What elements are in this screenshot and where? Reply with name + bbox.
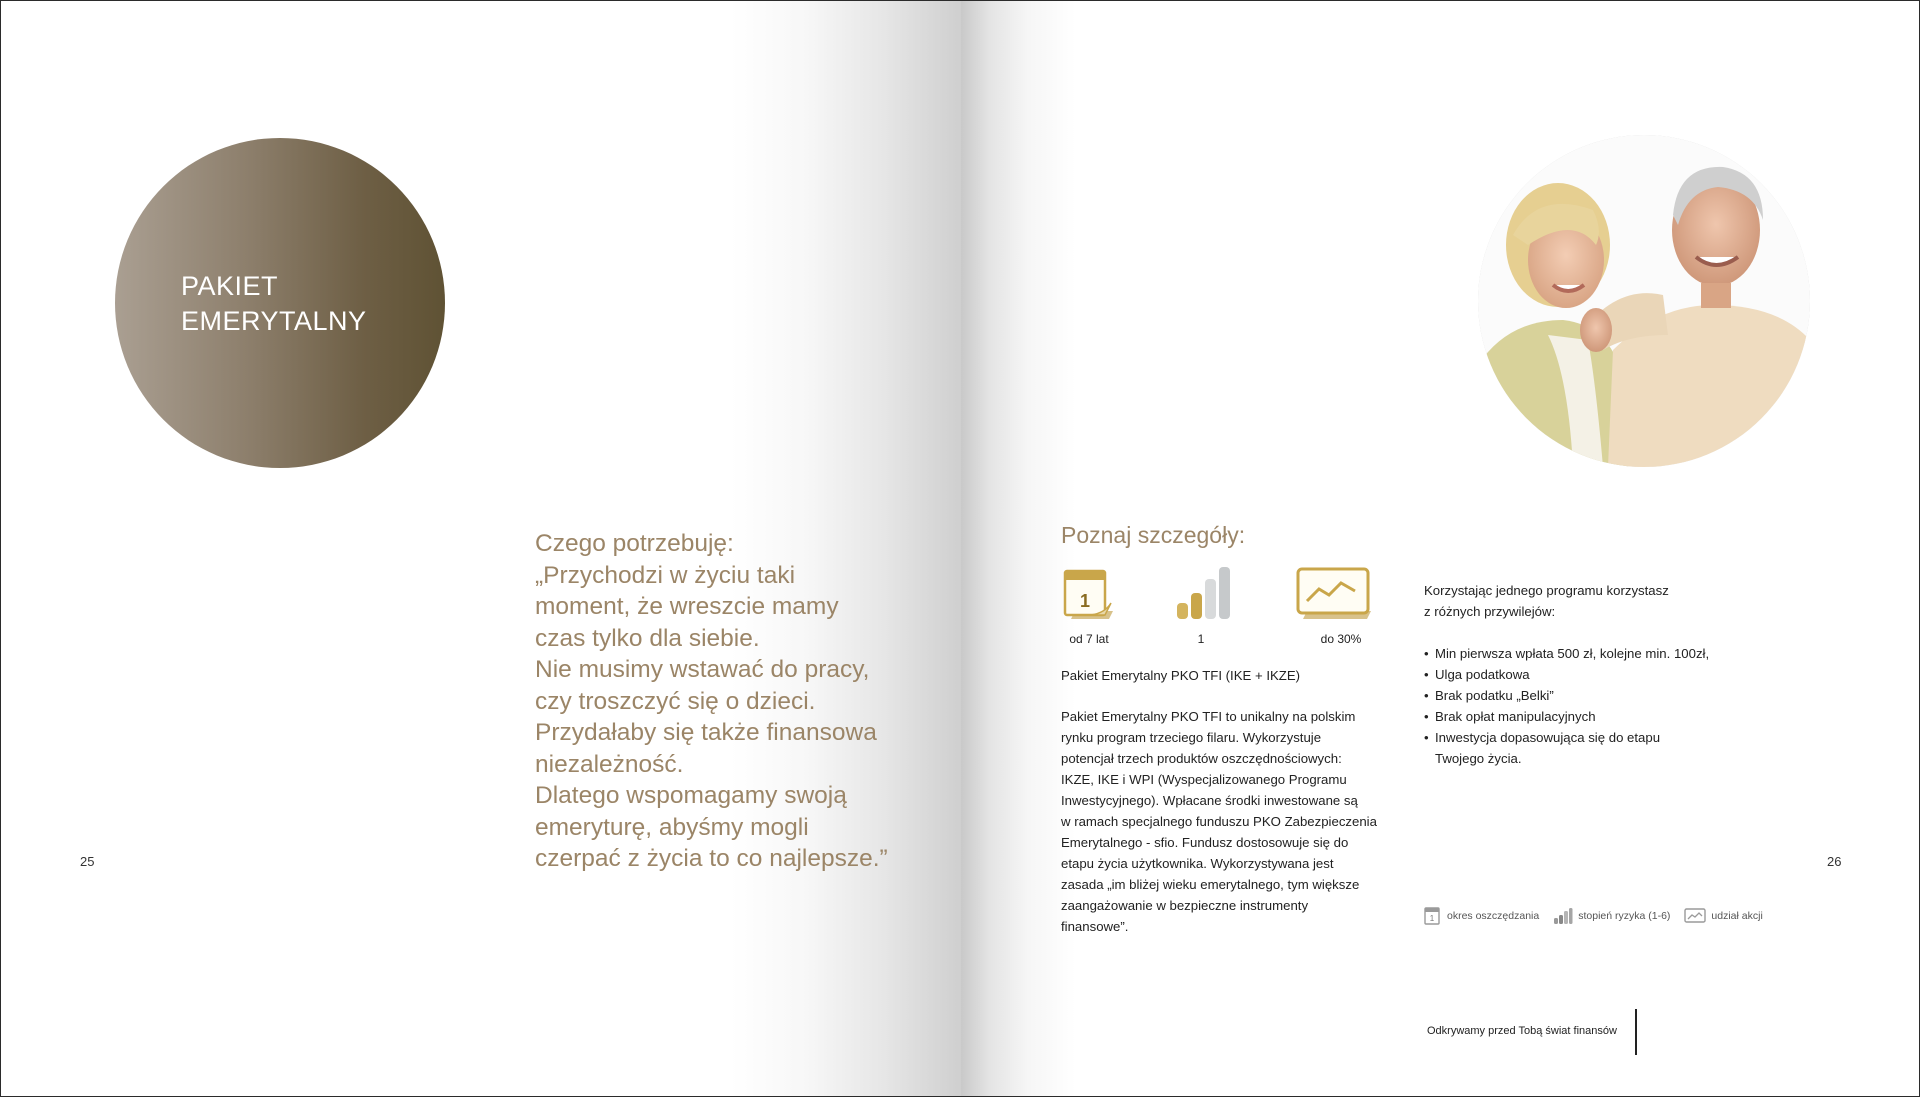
quote-line: emeryturę, abyśmy mogli: [535, 813, 809, 841]
benefit-item: • Ulga podatkowa: [1424, 664, 1709, 685]
legend-label: stopień ryzyka (1-6): [1578, 910, 1671, 922]
footer-divider: [1635, 1009, 1637, 1055]
couple-photo: [1478, 135, 1810, 467]
quote-line: „Przychodzi w życiu taki: [535, 561, 796, 589]
product-title: Pakiet Emerytalny PKO TFI (IKE + IKZE): [1061, 668, 1301, 683]
quote-line: Przydałaby się także finansowa: [535, 719, 877, 746]
description-line: Pakiet Emerytalny PKO TFI to unikalny na polskim: [1061, 709, 1356, 724]
calendar-caption: od 7 lat: [1069, 632, 1109, 646]
circle-title: [181, 269, 367, 339]
quote-line: moment, że wreszcie mamy: [535, 593, 839, 620]
chart-caption: do 30%: [1320, 632, 1362, 646]
risk-bars-icon: [1553, 907, 1573, 925]
quote-line: czas tylko dla siebie.: [535, 624, 760, 652]
description-line: Inwestycyjnego). Wpłacane środki inwestowane są: [1061, 793, 1358, 808]
details-heading: Poznaj szczegóły:: [1061, 522, 1246, 548]
legend-item-risk: [1553, 907, 1670, 925]
description-line: w ramach specjalnego funduszu PKO Zabezpieczenia: [1061, 814, 1377, 829]
legend-item-period: [1424, 906, 1539, 926]
quote-line: Nie musimy wstawać do pracy,: [535, 656, 870, 683]
risk-bars-icon: [1173, 565, 1235, 628]
quote-line: Dlatego wspomagamy swoją: [535, 782, 847, 809]
legend-item-equity: [1684, 908, 1762, 924]
description-line: Emerytalnego - sfio. Fundusz dostosowuje się do: [1061, 835, 1349, 850]
icon-legend: [1424, 906, 1777, 926]
quote-line: Czego potrzebuję:: [535, 530, 734, 557]
calendar-icon: [1424, 906, 1442, 926]
left-page: [1, 1, 961, 1096]
benefits-intro: [1424, 580, 1669, 622]
description-line: rynku program trzeciego filaru. Wykorzystuje: [1061, 730, 1322, 745]
circle-title-line2: EMERYTALNY: [181, 306, 367, 336]
circle-title-line1: PAKIET: [181, 271, 279, 301]
chart-icon: [1295, 565, 1373, 628]
quote-line: czy troszczyć się o dzieci.: [535, 687, 816, 715]
risk-caption: 1: [1197, 632, 1205, 646]
couple-illustration: [1478, 135, 1810, 467]
legend-label: udział akcji: [1711, 910, 1763, 922]
benefit-item: • Brak podatku „Belki”: [1424, 685, 1709, 706]
benefit-item: • Min pierwsza wpłata 500 zł, kolejne min. 100zł,: [1424, 643, 1709, 664]
legend-label: okres oszczędzania: [1447, 910, 1540, 922]
chart-icon: [1684, 908, 1706, 924]
description-line: potencjał trzech produktów oszczędnościowych:: [1061, 751, 1342, 766]
svg-text:1: 1: [1079, 591, 1091, 611]
product-description: [1061, 706, 1377, 937]
benefits-list: [1424, 643, 1709, 769]
description-line: IKZE, IKE i WPI (Wyspecjalizowanego Programu: [1061, 772, 1347, 787]
benefits-intro-line: z różnych przywilejów:: [1424, 604, 1556, 619]
page-number-right: 26: [1827, 854, 1842, 869]
quote-line: niezależność.: [535, 750, 684, 778]
benefits-intro-line: Korzystając jednego programu korzystasz: [1424, 583, 1669, 598]
description-line: etapu życia użytkownika. Wykorzystywana jest: [1061, 856, 1334, 871]
svg-text:1: 1: [1429, 914, 1435, 923]
quote-block: [535, 528, 935, 875]
calendar-icon: [1061, 565, 1115, 628]
benefit-item: • Inwestycja dopasowująca się do etapu: [1424, 727, 1709, 748]
description-line: zaangażowanie w bezpieczne instrumenty: [1061, 898, 1309, 913]
description-line: finansowe”.: [1061, 919, 1129, 934]
description-line: zasada „im bliżej wieku emerytalnego, tym większe: [1061, 877, 1360, 892]
page-number-left: 25: [80, 854, 95, 869]
benefit-continuation: Twojego życia.: [1435, 751, 1522, 766]
quote-line: czerpać z życia to co najlepsze.”: [535, 845, 888, 872]
footer-tagline: Odkrywamy przed Tobą świat finansów: [1427, 1025, 1617, 1037]
benefit-item: • Brak opłat manipulacyjnych: [1424, 706, 1709, 727]
